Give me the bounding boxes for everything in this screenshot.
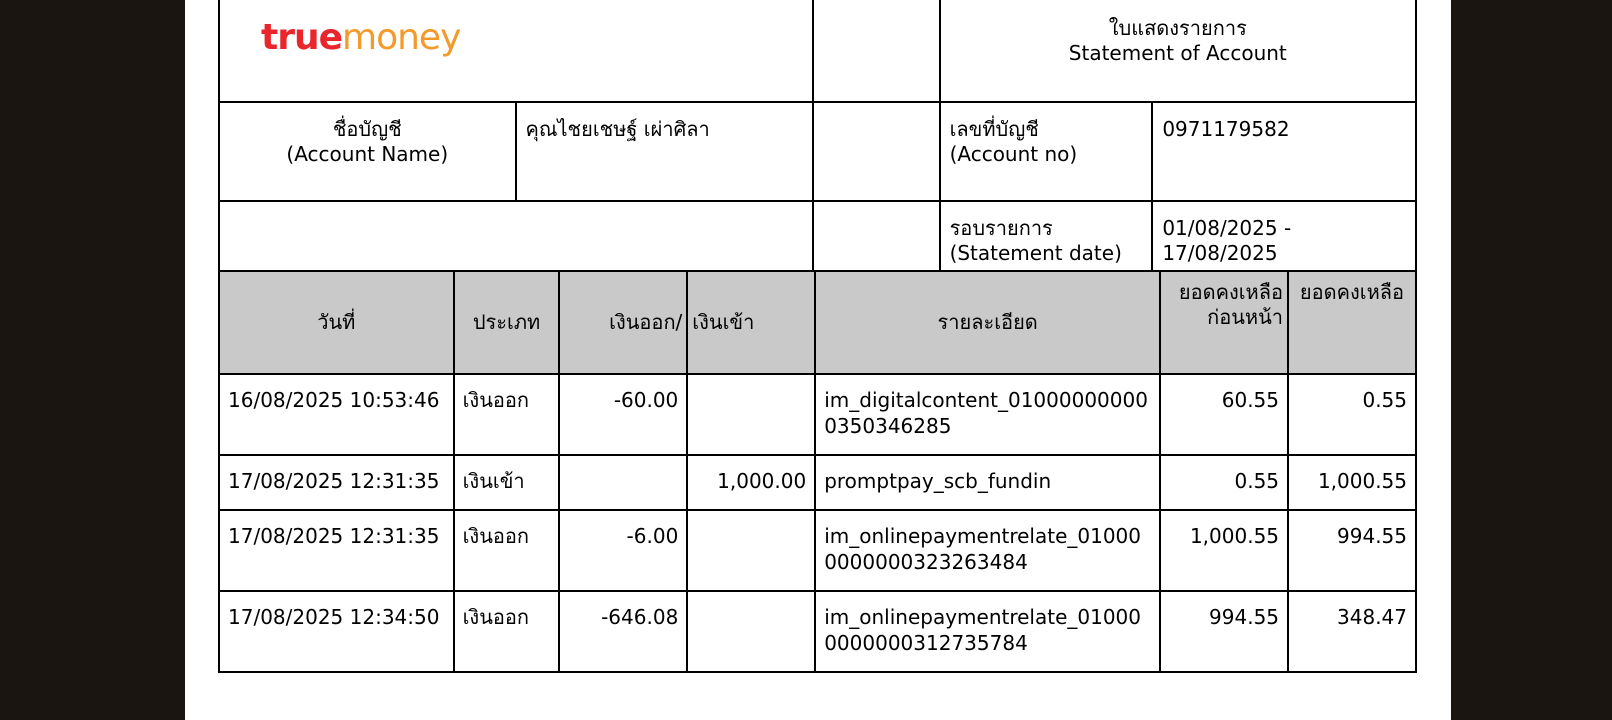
cell-in [687, 591, 815, 672]
account-header-table [218, 0, 1417, 301]
statement-date-label: รอบรายการ (Statement date) [940, 201, 1153, 300]
account-name-value: คุณไชยเชษฐ์ เผ่าศิลา [516, 102, 813, 201]
table-row [219, 591, 1416, 672]
col-header-detail: รายละเอียด [815, 271, 1160, 374]
account-no-label: เลขที่บัญชี (Account no) [940, 102, 1153, 201]
cell-balance-before: 1,000.55 [1160, 510, 1288, 591]
col-header-out: เงินออก/ [559, 271, 687, 374]
cell-date: 17/08/2025 12:31:35 [219, 455, 454, 510]
cell-type: เงินออก [454, 374, 560, 455]
cell-type: เงินออก [454, 510, 560, 591]
cell-in: 1,000.00 [687, 455, 815, 510]
cell-detail: im_digitalcontent_010000000000350346285 [815, 374, 1160, 455]
table-header-row [219, 271, 1416, 374]
col-header-type: ประเภท [454, 271, 560, 374]
cell-balance: 0.55 [1288, 374, 1416, 455]
cell-balance-before: 994.55 [1160, 591, 1288, 672]
table-row [219, 455, 1416, 510]
cell-date: 17/08/2025 12:31:35 [219, 510, 454, 591]
cell-type: เงินเข้า [454, 455, 560, 510]
cell-out: -60.00 [559, 374, 687, 455]
col-header-balance-before: ยอดคงเหลือ ก่อนหน้า [1160, 271, 1288, 374]
statement-title: ใบแสดงรายการ Statement of Account [940, 0, 1416, 102]
statement-page [185, 0, 1451, 720]
cell-in [687, 510, 815, 591]
cell-type: เงินออก [454, 591, 560, 672]
account-name-label: ชื่อบัญชี (Account Name) [219, 102, 516, 201]
transactions-table [218, 270, 1417, 673]
table-row [219, 510, 1416, 591]
col-header-balance: ยอดคงเหลือ [1288, 271, 1416, 374]
table-row [219, 374, 1416, 455]
cell-balance-before: 0.55 [1160, 455, 1288, 510]
cell-balance: 1,000.55 [1288, 455, 1416, 510]
cell-in [687, 374, 815, 455]
col-header-date: วันที่ [219, 271, 454, 374]
cell-detail: promptpay_scb_fundin [815, 455, 1160, 510]
truemoney-logo: truemoney [219, 0, 813, 102]
cell-detail: im_onlinepaymentrelate_010000000000312735784 [815, 591, 1160, 672]
cell-date: 16/08/2025 10:53:46 [219, 374, 454, 455]
blank-cell [813, 0, 940, 102]
cell-out: -6.00 [559, 510, 687, 591]
account-no-value: 0971179582 [1152, 102, 1416, 201]
cell-balance-before: 60.55 [1160, 374, 1288, 455]
statement-date-value: 01/08/2025 - 17/08/2025 [1152, 201, 1416, 300]
cell-balance: 348.47 [1288, 591, 1416, 672]
cell-balance: 994.55 [1288, 510, 1416, 591]
cell-out: -646.08 [559, 591, 687, 672]
cell-out [559, 455, 687, 510]
blank-cell [813, 102, 940, 201]
col-header-in: เงินเข้า [687, 271, 815, 374]
cell-date: 17/08/2025 12:34:50 [219, 591, 454, 672]
cell-detail: im_onlinepaymentrelate_010000000000323263484 [815, 510, 1160, 591]
